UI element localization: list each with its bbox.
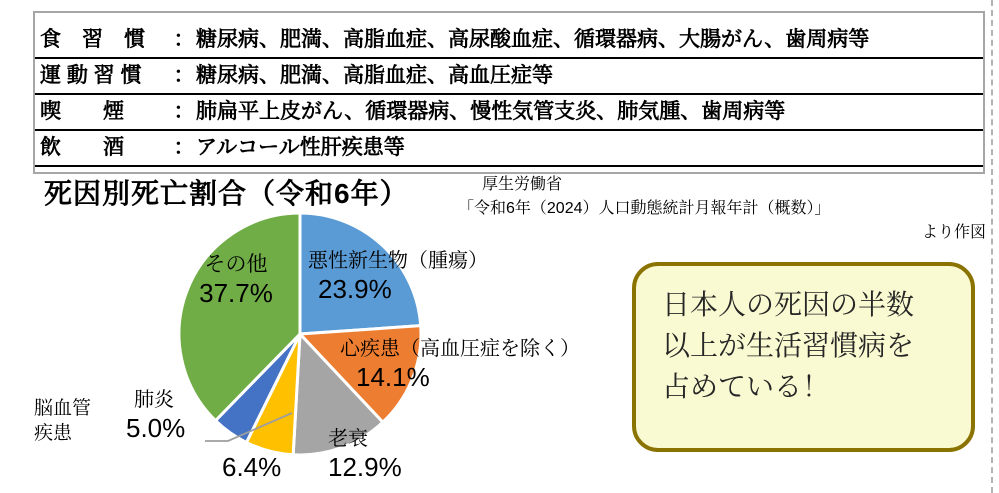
slice-label-heart-disease — [340, 336, 580, 392]
risk-row-separator: ： — [173, 100, 195, 123]
slice-percent: 23.9% — [318, 274, 392, 304]
chart-source — [458, 173, 986, 245]
slice-percent: 12.9% — [328, 452, 402, 482]
chart-source-line1: 厚生労働省 — [482, 176, 563, 193]
risk-row-diseases: 肺扁平上皮がん、循環器病、慢性気管支炎、肺気腫、歯周病等 — [196, 100, 786, 123]
slice-name: 悪性新生物（腫瘍） — [308, 250, 488, 272]
slice-label-pneumonia — [126, 387, 185, 443]
slice-name: 肺炎 — [134, 389, 174, 411]
callout-line2: 以上が生活習慣病を — [662, 330, 915, 361]
slice-name: 老衰 — [328, 428, 368, 450]
chart-source-line2: 「令和6年（2024）人口動態統計月報年計（概数）」 — [458, 200, 831, 217]
risk-row-diet — [35, 23, 983, 59]
risk-row-smoking — [35, 95, 983, 131]
risk-row-label: 飲 酒 — [40, 136, 124, 159]
slice-label-senility — [328, 426, 402, 482]
slice-percent-cerebrovascular: 6.4% — [222, 452, 282, 482]
risk-row-label: 喫 煙 — [40, 100, 124, 123]
risk-row-diseases: アルコール性肝疾患等 — [196, 136, 405, 159]
callout-line3: 占めている！ — [662, 371, 831, 402]
risk-row-separator: ： — [173, 28, 195, 51]
slice-name: その他 — [204, 253, 268, 276]
risk-row-separator: ： — [173, 136, 195, 159]
chart-title: 死因別死亡割合（令和6年） — [44, 178, 409, 209]
risk-row-diseases: 糖尿病、肥満、高脂血症、高尿酸血症、循環器病、大腸がん、歯周病等 — [196, 28, 870, 51]
risk-row-alcohol — [35, 131, 983, 167]
slice-label-malignant-neoplasm — [308, 248, 488, 304]
risk-table — [33, 11, 985, 174]
risk-row-label: 食 習 慣 — [40, 28, 145, 51]
slice-percent: 37.7% — [199, 278, 273, 308]
callout-box — [632, 262, 975, 452]
slice-name: 心疾患（高血圧症を除く） — [340, 338, 580, 360]
chart-source-line3: より作図 — [921, 224, 986, 241]
slice-name-cerebrovascular: 脳血管疾患 — [34, 398, 92, 444]
right-edge-guide — [991, 0, 993, 493]
risk-row-label: 運 動 習 慣 — [40, 64, 142, 87]
risk-row-separator: ： — [173, 64, 195, 87]
callout-line1: 日本人の死因の半数 — [662, 289, 915, 320]
slice-label-other — [188, 252, 284, 308]
risk-row-diseases: 糖尿病、肥満、高脂血症、高血圧症等 — [196, 64, 553, 87]
slice-percent: 5.0% — [126, 413, 186, 443]
slice-percent: 14.1% — [356, 362, 430, 392]
risk-row-exercise — [35, 59, 983, 95]
